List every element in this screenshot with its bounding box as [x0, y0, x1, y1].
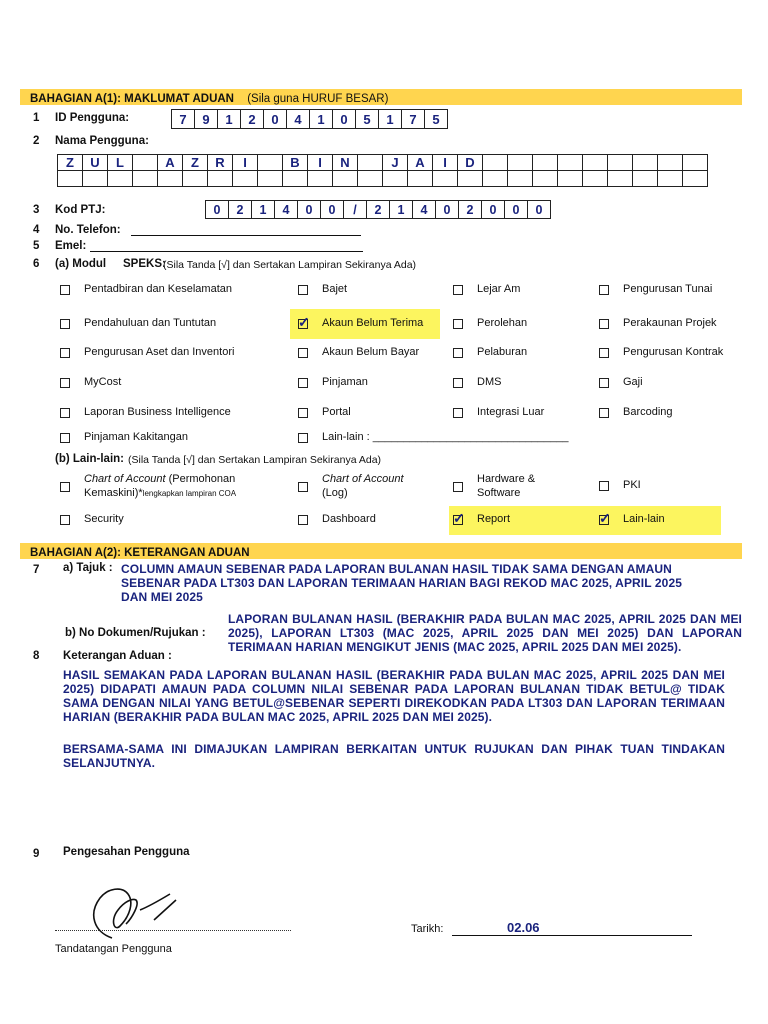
checkbox[interactable] — [298, 285, 308, 295]
pki-label: PKI — [623, 479, 641, 491]
char-box[interactable]: 4 — [286, 109, 310, 129]
module-label: Integrasi Luar — [477, 406, 545, 418]
char-box[interactable]: R — [207, 154, 233, 171]
telefon-label: No. Telefon: — [55, 224, 121, 236]
module-option[interactable] — [60, 406, 231, 418]
module-option[interactable] — [453, 406, 544, 418]
char-box[interactable]: 4 — [412, 200, 436, 219]
checkbox[interactable] — [599, 378, 609, 388]
lain-lain-label: (b) Lain-lain: — [55, 453, 124, 465]
telefon-field[interactable] — [131, 235, 361, 236]
check-mark-icon: ✓ — [298, 314, 310, 330]
module-option[interactable] — [599, 376, 643, 388]
field-number: 1 — [33, 112, 40, 124]
char-box[interactable] — [457, 170, 483, 187]
module-label: Portal — [322, 406, 351, 418]
char-box[interactable]: L — [107, 154, 133, 171]
module-option[interactable] — [298, 346, 419, 358]
char-box[interactable] — [282, 170, 308, 187]
coa-text: (Permohonan — [165, 473, 236, 485]
char-box[interactable]: 1 — [309, 109, 333, 129]
char-box[interactable]: A — [407, 154, 433, 171]
security-label: Security — [84, 513, 124, 525]
char-box[interactable]: I — [307, 154, 333, 171]
char-box[interactable] — [132, 154, 158, 171]
module-label: Pendahuluan dan Tuntutan — [84, 317, 217, 329]
char-box[interactable] — [607, 154, 633, 171]
char-box[interactable]: 0 — [263, 109, 287, 129]
id-label: ID Pengguna: — [55, 112, 130, 124]
char-box[interactable]: 5 — [424, 109, 448, 129]
checkbox[interactable] — [453, 319, 463, 329]
checkbox[interactable] — [453, 510, 465, 526]
char-box[interactable]: N — [332, 154, 358, 171]
module-option[interactable] — [60, 376, 121, 388]
field-number: 3 — [33, 204, 40, 216]
char-box[interactable]: 5 — [355, 109, 379, 129]
checkbox[interactable] — [453, 482, 463, 492]
name-label: Nama Pengguna: — [55, 135, 149, 147]
checkbox[interactable] — [298, 408, 308, 418]
modul-label: (a) Modul — [55, 258, 107, 270]
char-box[interactable] — [482, 170, 508, 187]
module-label: Gaji — [623, 376, 643, 388]
char-box[interactable] — [532, 170, 558, 187]
char-box[interactable]: 1 — [251, 200, 275, 219]
char-box[interactable] — [307, 170, 333, 187]
module-option[interactable] — [453, 376, 501, 388]
char-box[interactable]: 9 — [194, 109, 218, 129]
checkbox-coa-log[interactable] — [298, 472, 404, 500]
char-box[interactable] — [257, 154, 283, 171]
modul-note: (Sila Tanda [√] dan Sertakan Lampiran Sekiranya Ada) — [163, 259, 417, 271]
char-box[interactable] — [482, 154, 508, 171]
char-box[interactable] — [532, 154, 558, 171]
checkbox[interactable] — [60, 515, 70, 525]
checkbox[interactable] — [298, 482, 308, 492]
name-boxes-row2[interactable] — [58, 170, 708, 187]
no-dokumen-value: LAPORAN BULANAN HASIL (BERAKHIR PADA BULAN MAC 2025, APRIL 2025 DAN MEI 2025), LAPORAN LT303 (MAC 2025, APRIL 2025 DAN MEI 2025) DAN LAPORAN TERIMAAN HARIAN MENGIKUT JENIS (MAC 2025, APRIL 2025 DAN MEI 2025). — [228, 612, 742, 654]
signature-label: Tandatangan Pengguna — [55, 943, 172, 955]
module-option[interactable] — [599, 283, 712, 295]
hw-text: Hardware & — [477, 473, 536, 485]
section-a2-title: BAHAGIAN A(2): KETERANGAN ADUAN — [30, 547, 250, 559]
coa-text: Chart of Account — [84, 473, 166, 485]
section-a2-header — [20, 543, 742, 559]
signature-image — [80, 880, 200, 950]
coa-note: lengkapkan lampiran COA — [142, 489, 237, 498]
char-box[interactable]: 7 — [401, 109, 425, 129]
char-box[interactable] — [157, 170, 183, 187]
char-box[interactable] — [632, 154, 658, 171]
module-label: MyCost — [84, 376, 122, 388]
section-a1-title: BAHAGIAN A(1): MAKLUMAT ADUAN — [30, 93, 234, 105]
char-box[interactable]: 0 — [332, 109, 356, 129]
module-label: Akaun Belum Bayar — [322, 346, 420, 358]
coa-log-text: (Log) — [322, 487, 348, 499]
lain-lain-note: (Sila Tanda [√] dan Sertakan Lampiran Sekiranya Ada) — [128, 454, 382, 466]
char-box[interactable] — [632, 170, 658, 187]
char-box[interactable]: 0 — [320, 200, 344, 219]
module-option[interactable] — [60, 346, 234, 358]
module-label: Pelaburan — [477, 346, 528, 358]
char-box[interactable] — [657, 170, 683, 187]
char-box[interactable]: D — [457, 154, 483, 171]
module-option[interactable] — [599, 406, 673, 418]
checkbox[interactable] — [298, 314, 310, 330]
kod-ptj-boxes[interactable] — [206, 200, 551, 219]
module-label: Pengurusan Kontrak — [623, 346, 724, 358]
char-box[interactable]: 1 — [217, 109, 241, 129]
report-label: Report — [477, 513, 511, 525]
char-box[interactable]: B — [282, 154, 308, 171]
checkbox[interactable] — [453, 378, 463, 388]
checkbox[interactable] — [298, 515, 308, 525]
char-box[interactable] — [682, 154, 708, 171]
hw-text: Software — [477, 487, 521, 499]
char-box[interactable] — [582, 154, 608, 171]
tarikh-value: 02.06 — [507, 920, 540, 935]
checkbox[interactable] — [453, 285, 463, 295]
tarikh-label: Tarikh: — [411, 923, 444, 935]
char-box[interactable] — [332, 170, 358, 187]
char-box[interactable] — [657, 154, 683, 171]
module-label: Barcoding — [623, 406, 673, 418]
char-box[interactable] — [57, 170, 83, 187]
checkbox[interactable] — [298, 348, 308, 358]
pengesahan-label: Pengesahan Pengguna — [63, 846, 190, 858]
tajuk-label: a) Tajuk : — [63, 562, 113, 574]
char-box[interactable] — [257, 170, 283, 187]
char-box[interactable]: 1 — [378, 109, 402, 129]
char-box[interactable]: I — [232, 154, 258, 171]
char-box[interactable] — [107, 170, 133, 187]
checkbox[interactable] — [599, 510, 611, 526]
no-dokumen-label: b) No Dokumen/Rujukan : — [65, 627, 206, 639]
field-number: 5 — [33, 240, 40, 252]
signature-line[interactable] — [55, 930, 291, 931]
char-box[interactable]: / — [343, 200, 367, 219]
checkbox-coa-permohonan[interactable] — [60, 472, 236, 501]
module-option[interactable] — [298, 431, 569, 443]
checkbox[interactable] — [298, 433, 308, 443]
char-box[interactable] — [557, 154, 583, 171]
char-box[interactable] — [582, 170, 608, 187]
module-option[interactable] — [298, 283, 347, 295]
checkbox[interactable] — [60, 348, 70, 358]
char-box[interactable]: Z — [57, 154, 83, 171]
module-label: Laporan Business Intelligence — [84, 406, 231, 418]
field-number: 4 — [33, 224, 40, 236]
char-box[interactable]: J — [382, 154, 408, 171]
char-box[interactable] — [207, 170, 233, 187]
char-box[interactable] — [557, 170, 583, 187]
tajuk-line: SEBENAR PADA LT303 DAN LAPORAN TERIMAAN HARIAN BAGI REKOD MAC 2025, APRIL 2025 — [121, 576, 682, 590]
char-box[interactable]: 2 — [228, 200, 252, 219]
module-label: Pengurusan Aset dan Inventori — [84, 346, 235, 358]
char-box[interactable] — [382, 170, 408, 187]
char-box[interactable] — [182, 170, 208, 187]
module-label: Pinjaman Kakitangan — [84, 431, 188, 443]
module-option[interactable] — [599, 346, 723, 358]
char-box[interactable]: I — [432, 154, 458, 171]
checkbox-security[interactable] — [60, 513, 124, 525]
keterangan-label: Keterangan Aduan : — [63, 650, 172, 662]
char-box[interactable]: Z — [182, 154, 208, 171]
module-label: Perolehan — [477, 317, 528, 329]
char-box[interactable] — [132, 170, 158, 187]
dashboard-label: Dashboard — [322, 513, 376, 525]
char-box[interactable]: 2 — [240, 109, 264, 129]
char-box[interactable] — [232, 170, 258, 187]
kod-ptj-label: Kod PTJ: — [55, 204, 106, 216]
char-box[interactable]: 2 — [458, 200, 482, 219]
tajuk-line: COLUMN AMAUN SEBENAR PADA LAPORAN BULANAN HASIL TIDAK SAMA DENGAN AMAUN — [121, 562, 672, 576]
speks-label: SPEKS: — [123, 258, 166, 270]
checkbox-lain-lain[interactable] — [599, 510, 665, 526]
char-box[interactable]: 4 — [274, 200, 298, 219]
keterangan-para1: HASIL SEMAKAN PADA LAPORAN BULANAN HASIL (BERAKHIR PADA BULAN MAC 2025, APRIL 2025 DAN MEI 2025) DIDAPATI AMAUN PADA COLUMN NILAI SEBENAR PADA LAPORAN BULANAN TIDAK BETUL@ TIDAK SAMA DENGAN NILAI YANG BETUL@SEBENAR SEPERTI DIREKODKAN PADA LT303 DAN LAPORAN TERIMAAN HARIAN (BERAKHIR PADA BULAN MAC 2025, APRIL 2025 DAN MEI 2025). — [63, 668, 725, 724]
char-box[interactable] — [507, 170, 533, 187]
checkbox[interactable] — [599, 408, 609, 418]
checkbox[interactable] — [60, 378, 70, 388]
char-box[interactable] — [407, 170, 433, 187]
emel-label: Emel: — [55, 240, 87, 252]
checkbox[interactable] — [60, 319, 70, 329]
module-option[interactable] — [599, 317, 717, 329]
checkbox-hardware-software[interactable] — [453, 472, 535, 500]
module-label: DMS — [477, 376, 502, 388]
char-box[interactable] — [357, 170, 383, 187]
field-number: 2 — [33, 135, 40, 147]
check-mark-icon: ✓ — [599, 510, 611, 526]
emel-field[interactable] — [90, 251, 363, 252]
checkbox-report[interactable] — [453, 510, 511, 526]
module-option[interactable] — [60, 431, 188, 443]
checkbox[interactable] — [60, 482, 70, 492]
field-number: 7 — [33, 564, 40, 576]
module-option[interactable] — [298, 314, 424, 330]
module-label: Akaun Belum Terima — [322, 317, 424, 329]
field-number: 8 — [33, 650, 40, 662]
module-option[interactable] — [453, 283, 520, 295]
section-a1-note: (Sila guna HURUF BESAR) — [244, 93, 389, 105]
char-box[interactable]: 2 — [366, 200, 390, 219]
field-number: 9 — [33, 848, 40, 860]
checkbox-pki[interactable] — [599, 479, 641, 491]
char-box[interactable] — [82, 170, 108, 187]
checkbox[interactable] — [599, 285, 609, 295]
coa-log-text: Chart of Account — [322, 473, 404, 485]
tarikh-field[interactable] — [452, 935, 692, 936]
char-box[interactable] — [607, 170, 633, 187]
char-box[interactable]: 0 — [527, 200, 551, 219]
name-boxes-row1[interactable] — [58, 154, 708, 171]
module-label: Pengurusan Tunai — [623, 283, 713, 295]
checkbox[interactable] — [599, 348, 609, 358]
module-option[interactable] — [298, 406, 351, 418]
module-label: Perakaunan Projek — [623, 317, 717, 329]
module-option[interactable] — [60, 317, 216, 329]
tajuk-value — [121, 562, 682, 604]
char-box[interactable]: 0 — [481, 200, 505, 219]
checkbox[interactable] — [298, 378, 308, 388]
char-box[interactable] — [507, 154, 533, 171]
module-label: Pinjaman — [322, 376, 368, 388]
module-option[interactable] — [60, 283, 232, 295]
tajuk-line: DAN MEI 2025 — [121, 590, 203, 604]
checkbox[interactable] — [453, 408, 463, 418]
char-box[interactable] — [682, 170, 708, 187]
module-option[interactable] — [298, 376, 368, 388]
coa-text: Kemaskini)* — [84, 487, 143, 499]
module-label: Lain-lain : ________________________________ — [322, 431, 569, 443]
checkbox[interactable] — [60, 433, 70, 443]
field-number: 6 — [33, 258, 40, 270]
module-label: Pentadbiran dan Keselamatan — [84, 283, 232, 295]
checkbox-dashboard[interactable] — [298, 513, 376, 525]
module-option[interactable] — [453, 346, 527, 358]
module-label: Lejar Am — [477, 283, 521, 295]
char-box[interactable]: 0 — [504, 200, 528, 219]
checkbox[interactable] — [60, 285, 70, 295]
lain-lain-option-label: Lain-lain — [623, 513, 665, 525]
char-box[interactable]: A — [157, 154, 183, 171]
char-box[interactable]: 0 — [435, 200, 459, 219]
section-a1-header — [20, 89, 742, 105]
check-mark-icon: ✓ — [453, 510, 465, 526]
char-box[interactable] — [357, 154, 383, 171]
char-box[interactable]: 0 — [205, 200, 229, 219]
checkbox[interactable] — [599, 319, 609, 329]
module-label: Bajet — [322, 283, 348, 295]
module-option[interactable] — [453, 317, 527, 329]
char-box[interactable]: 7 — [171, 109, 195, 129]
char-box[interactable]: U — [82, 154, 108, 171]
char-box[interactable]: 1 — [389, 200, 413, 219]
keterangan-para2: BERSAMA-SAMA INI DIMAJUKAN LAMPIRAN BERKAITAN UNTUK RUJUKAN DAN PIHAK TUAN TINDAKAN SELANJUTNYA. — [63, 742, 725, 770]
checkbox[interactable] — [60, 408, 70, 418]
id-pengguna-boxes[interactable] — [172, 109, 448, 129]
checkbox[interactable] — [453, 348, 463, 358]
checkbox[interactable] — [599, 481, 609, 491]
char-box[interactable] — [432, 170, 458, 187]
char-box[interactable]: 0 — [297, 200, 321, 219]
